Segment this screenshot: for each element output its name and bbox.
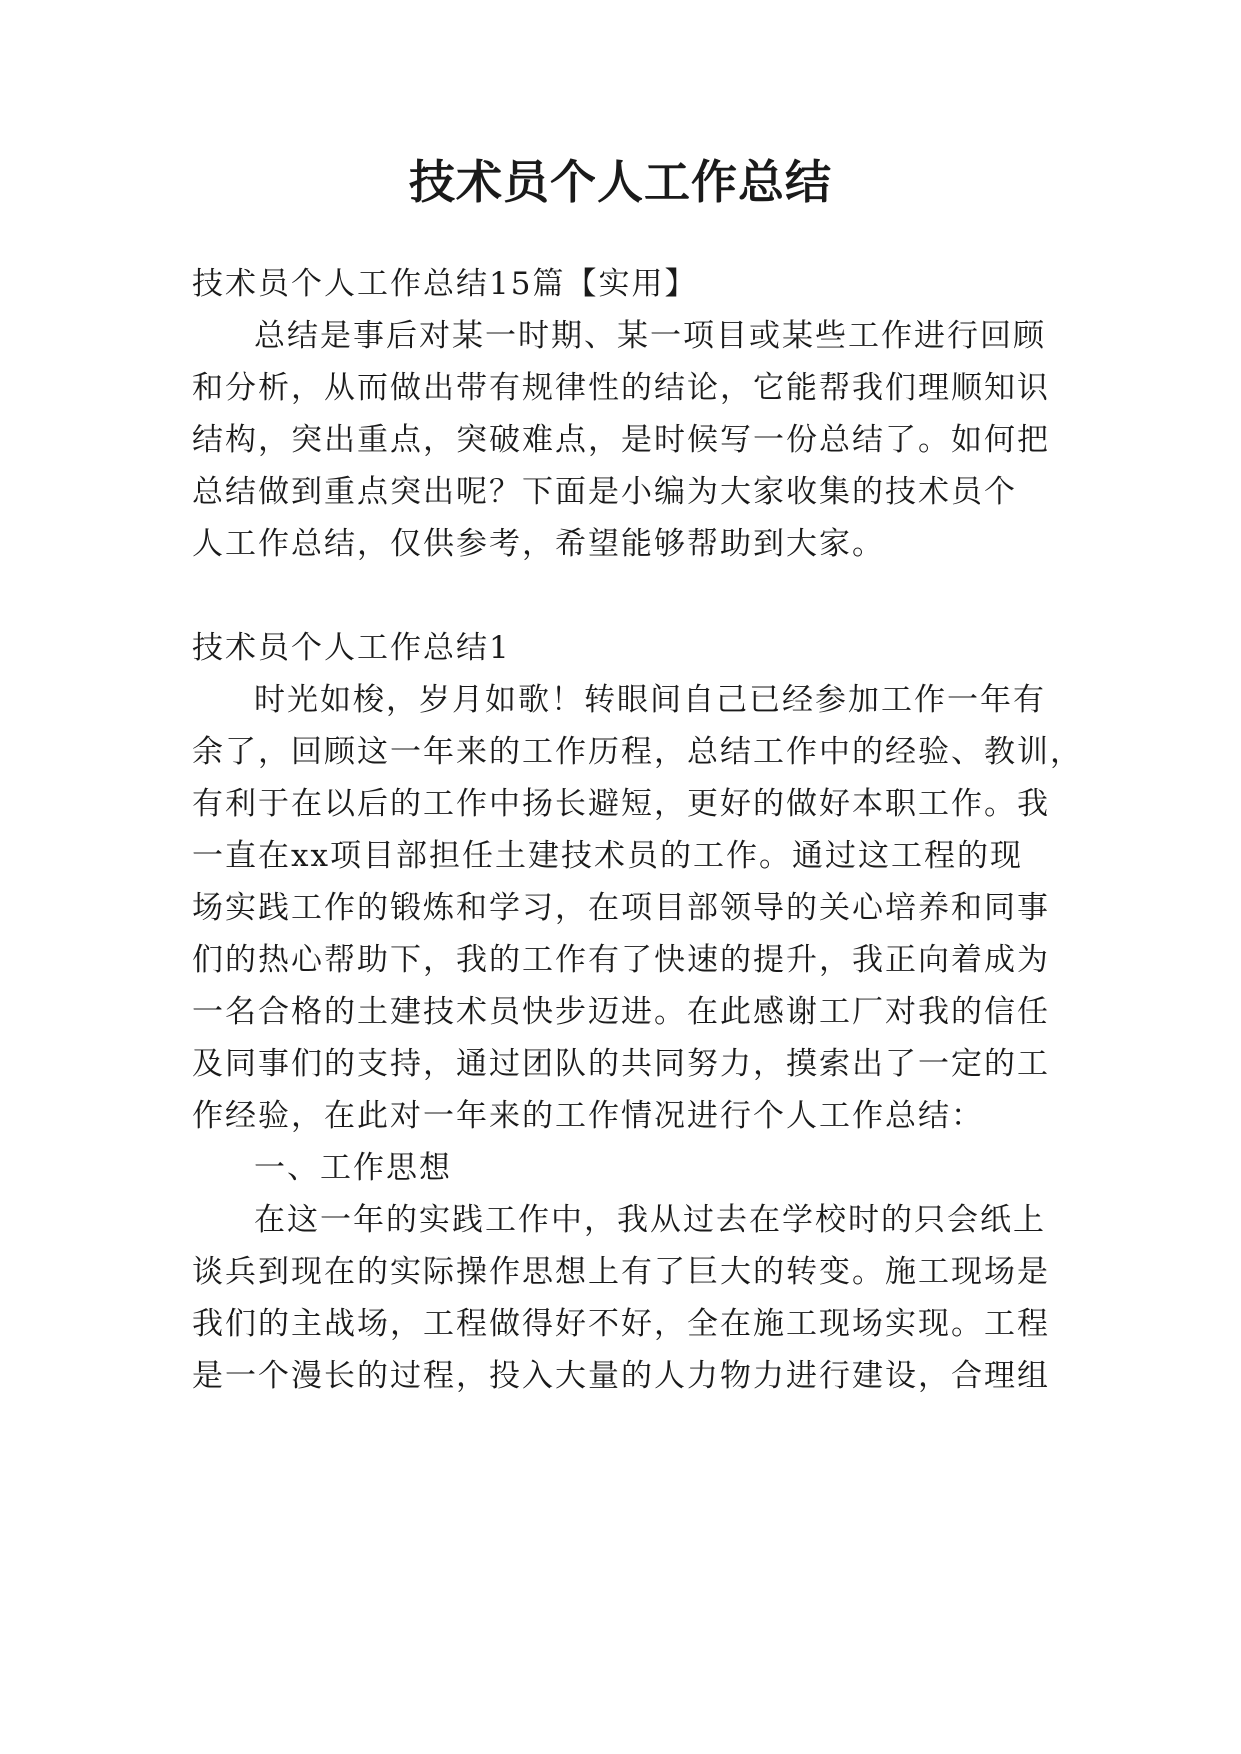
section-heading: 技术员个人工作总结1 bbox=[192, 630, 511, 666]
paragraph-line: 我们的主战场，工程做得好不好，全在施工现场实现。工程 bbox=[192, 1306, 1050, 1342]
intro-line: 和分析，从而做出带有规律性的结论，它能帮我们理顺知识 bbox=[192, 370, 1050, 406]
paragraph-line: 及同事们的支持，通过团队的共同努力，摸索出了一定的工 bbox=[192, 1046, 1050, 1082]
document-title: 技术员个人工作总结 bbox=[409, 155, 832, 209]
intro-line: 总结是事后对某一时期、某一项目或某些工作进行回顾 bbox=[254, 318, 1046, 354]
paragraph-line: 一名合格的土建技术员快步迈进。在此感谢工厂对我的信任 bbox=[192, 994, 1050, 1030]
subheading: 一、工作思想 bbox=[254, 1150, 452, 1186]
paragraph-line: 谈兵到现在的实际操作思想上有了巨大的转变。施工现场是 bbox=[192, 1254, 1050, 1290]
document-subtitle: 技术员个人工作总结15篇【实用】 bbox=[192, 266, 698, 302]
paragraph-line: 场实践工作的锻炼和学习，在项目部领导的关心培养和同事 bbox=[192, 890, 1050, 926]
paragraph-line: 是一个漫长的过程，投入大量的人力物力进行建设，合理组 bbox=[192, 1358, 1050, 1394]
paragraph-line: 作经验，在此对一年来的工作情况进行个人工作总结： bbox=[192, 1098, 984, 1134]
paragraph-line: 时光如梭，岁月如歌！转眼间自己已经参加工作一年有 bbox=[254, 682, 1046, 718]
intro-line: 人工作总结，仅供参考，希望能够帮助到大家。 bbox=[192, 526, 885, 562]
paragraph-line: 在这一年的实践工作中，我从过去在学校时的只会纸上 bbox=[254, 1202, 1046, 1238]
intro-line: 结构，突出重点，突破难点，是时候写一份总结了。如何把 bbox=[192, 422, 1050, 458]
paragraph-line: 一直在xx项目部担任土建技术员的工作。通过这工程的现 bbox=[192, 838, 1023, 874]
paragraph-line: 们的热心帮助下，我的工作有了快速的提升，我正向着成为 bbox=[192, 942, 1050, 978]
paragraph-line: 有利于在以后的工作中扬长避短，更好的做好本职工作。我 bbox=[192, 786, 1050, 822]
paragraph-line: 余了，回顾这一年来的工作历程，总结工作中的经验、教训， bbox=[192, 734, 1083, 770]
intro-line: 总结做到重点突出呢？下面是小编为大家收集的技术员个 bbox=[192, 474, 1017, 510]
